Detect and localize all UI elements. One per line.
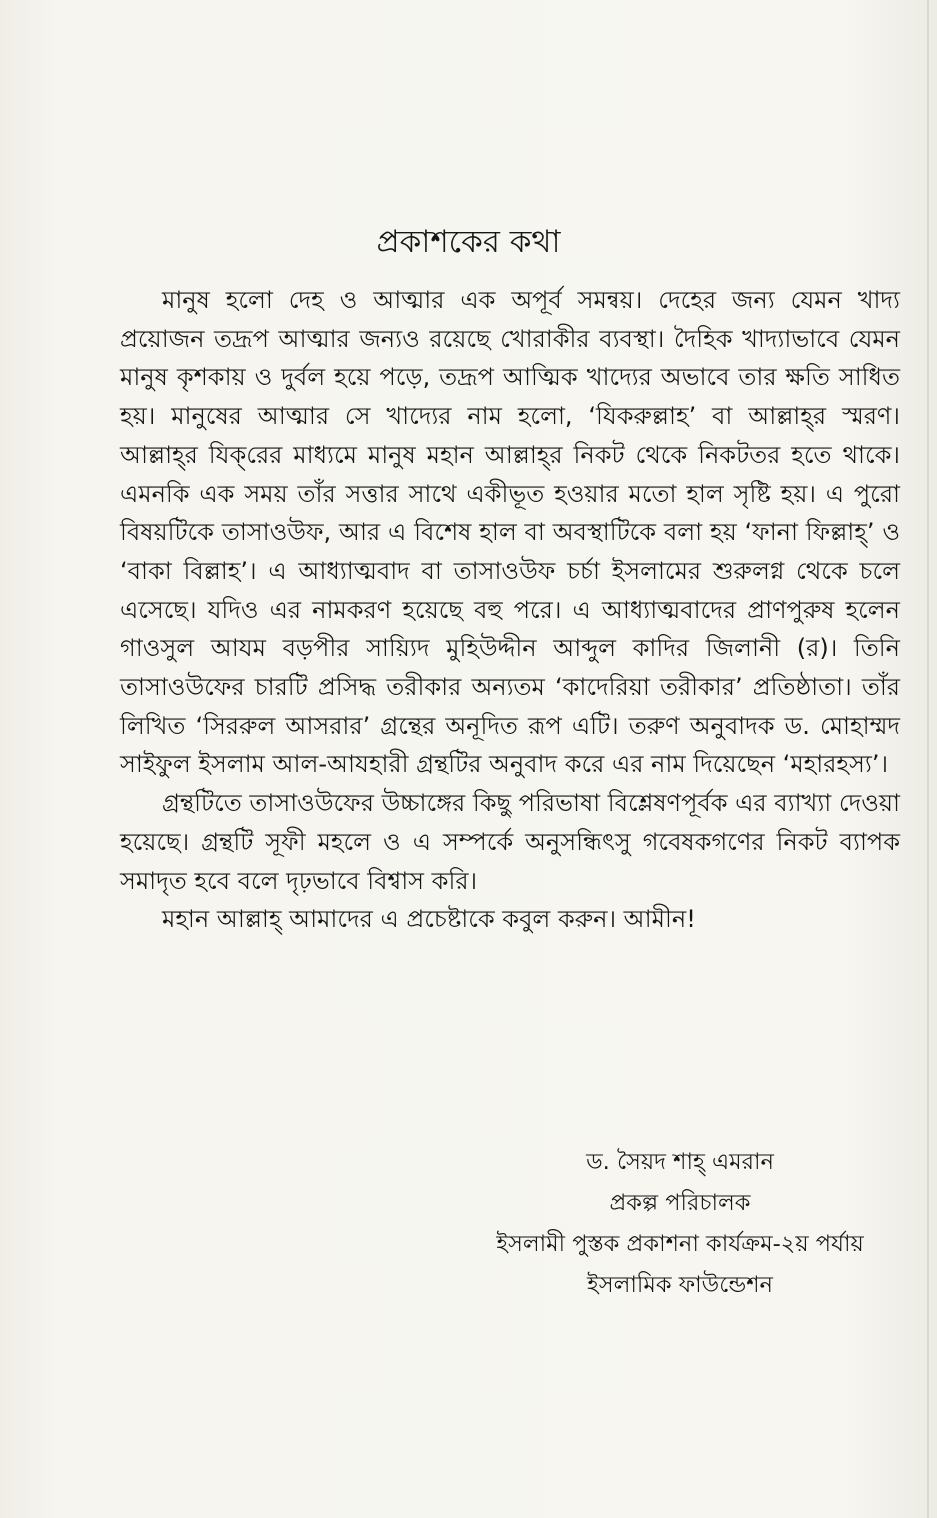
- signature-block: [470, 1142, 890, 1306]
- paragraph-1: মানুষ হলো দেহ ও আত্মার এক অপূর্ব সমন্বয়। দেহের জন্য যেমন খাদ্য প্রয়োজন তদ্রূপ আত্মার জন্যও রয়েছে খোরাকীর ব্যবস্থা। দৈহিক খাদ্যাভাবে যেমন মানুষ কৃশকায় ও দুর্বল হয়ে পড়ে, তদ্রূপ আত্মিক খাদ্যের অভাবে তার ক্ষতি সাধিত হয়। মানুষের আত্মার সে খাদ্যের নাম হলো, ‘যিকরুল্লাহ’ বা আল্লাহ্‌র স্মরণ। আল্লাহ্‌র যিক্‌রের মাধ্যমে মানুষ মহান আল্লাহ্‌র নিকট থেকে নিকটতর হতে থাকে। এমনকি এক সময় তাঁর সত্তার সাথে একীভূত হওয়ার মতো হাল সৃষ্টি হয়। এ পুরো বিষয়টিকে তাসাওউফ, আর এ বিশেষ হাল বা অবস্থাটিকে বলা হয় ‘ফানা ফিল্লাহ্’ ও ‘বাকা বিল্লাহ’। এ আধ্যাত্মবাদ বা তাসাওউফ চর্চা ইসলামের শুরুলগ্ন থেকে চলে এসেছে। যদিও এর নামকরণ হয়েছে বহু পরে। এ আধ্যাত্মবাদের প্রাণপুরুষ হলেন গাওসুল আযম বড়পীর সায়্যিদ মুহিউদ্দীন আব্দুল কাদির জিলানী (র)। তিনি তাসাওউফের চারটি প্রসিদ্ধ তরীকার অন্যতম ‘কাদেরিয়া তরীকার’ প্রতিষ্ঠাতা। তাঁর লিখিত ‘সিররুল আসরার’ গ্রন্থের অনূদিত রূপ এটি। তরুণ অনুবাদক ড. মোহাম্মদ সাইফুল ইসলাম আল-আযহারী গ্রন্থটির অনুবাদ করে এর নাম দিয়েছেন ‘মহারহস্য’।: [120, 286, 900, 779]
- body-text: [120, 281, 900, 939]
- page-title: প্রকাশকের কথা: [376, 224, 561, 260]
- paragraph-2: গ্রন্থটিতে তাসাওউফের উচ্চাঙ্গের কিছু পরিভাষা বিশ্লেষণপূর্বক এর ব্যাখ্যা দেওয়া হয়েছে। গ্রন্থটি সূফী মহলে ও এ সম্পর্কে অনুসন্ধিৎসু গবেষকগণের নিকট ব্যাপক সমাদৃত হবে বলে দৃঢ়ভাবে বিশ্বাস করি।: [120, 789, 900, 895]
- signatory-program: ইসলামী পুস্তক প্রকাশনা কার্যক্রম-২য় পর্যায়: [496, 1231, 864, 1257]
- signatory-designation: প্রকল্প পরিচালক: [609, 1190, 751, 1216]
- signatory-name: ড. সৈয়দ শাহ্ এমরান: [586, 1149, 774, 1175]
- paragraph-3: মহান আল্লাহ্ আমাদের এ প্রচেষ্টাকে কবুল করুন। আমীন!: [162, 905, 696, 934]
- signatory-organization: ইসলামিক ফাউন্ডেশন: [587, 1272, 773, 1298]
